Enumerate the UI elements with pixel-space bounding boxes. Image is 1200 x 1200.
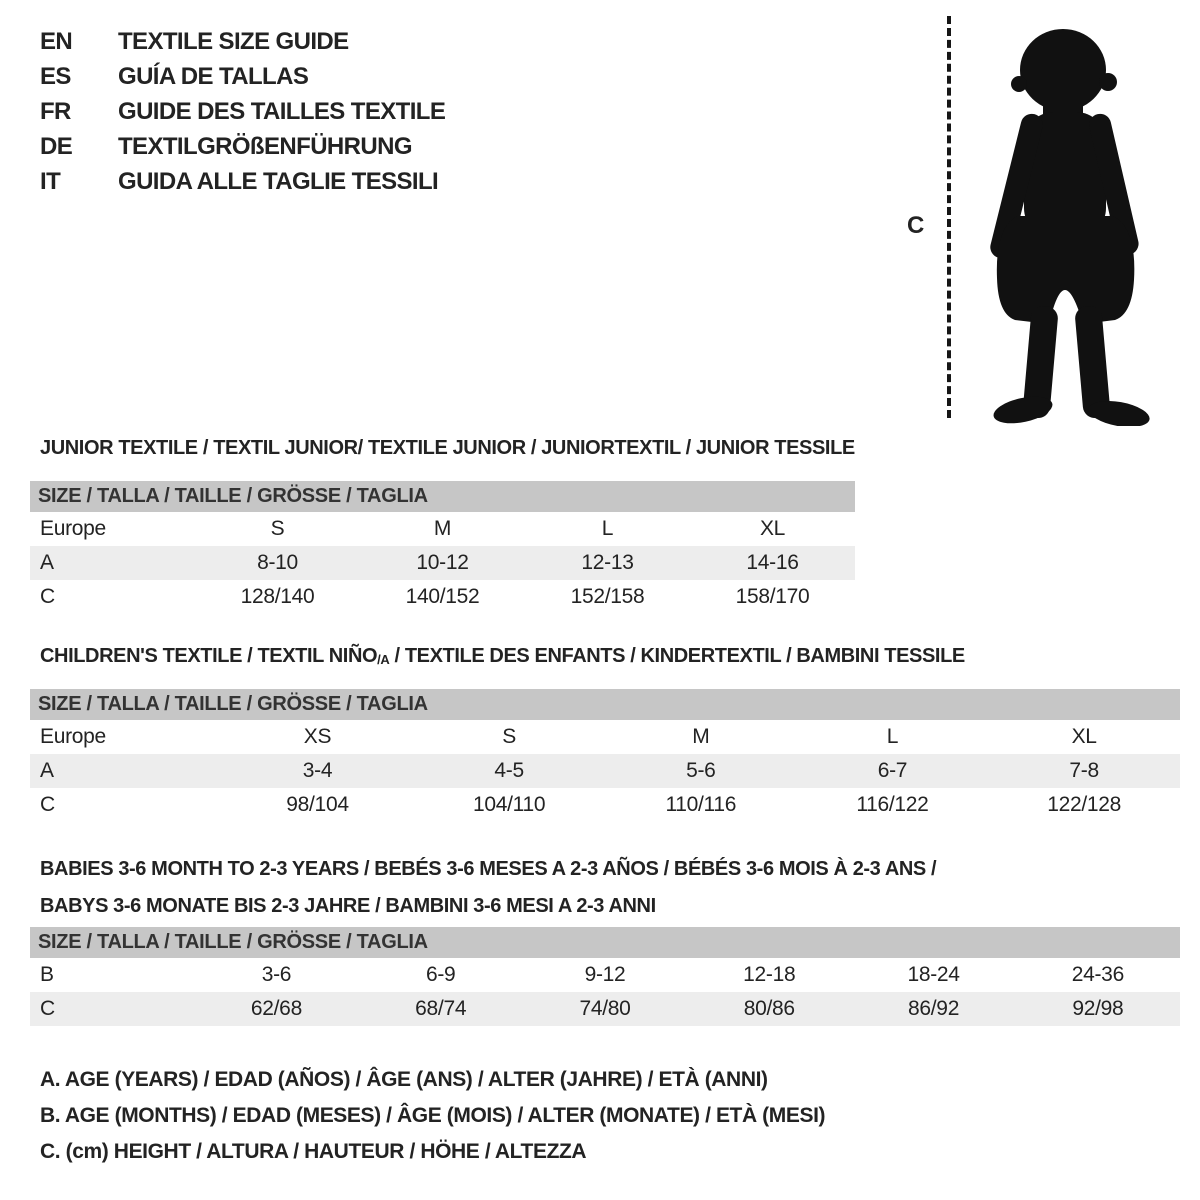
babies-title-line1: BABIES 3-6 MONTH TO 2-3 YEARS / BEBÉS 3-6 MESES A 2-3 AÑOS / BÉBÉS 3-6 MOIS À 2-3 ANS / xyxy=(40,858,937,880)
legend xyxy=(40,1068,825,1176)
height-measure-label: C xyxy=(907,212,925,239)
table-cell: 92/98 xyxy=(1016,992,1180,1026)
size-band-row xyxy=(30,927,1180,958)
lang-row-en xyxy=(40,28,445,63)
lang-title: GUÍA DE TALLAS xyxy=(118,63,309,90)
lang-title: TEXTILE SIZE GUIDE xyxy=(118,28,349,55)
junior-section-title: JUNIOR TEXTILE / TEXTIL JUNIOR/ TEXTILE JUNIOR / JUNIORTEXTIL / JUNIOR TESSILE xyxy=(40,437,855,459)
lang-code: ES xyxy=(40,63,71,90)
size-band-label: SIZE / TALLA / TAILLE / GRÖSSE / TAGLIA xyxy=(30,481,855,512)
table-cell: 7-8 xyxy=(988,754,1180,788)
row-label: Europe xyxy=(40,517,106,540)
table-cell: 5-6 xyxy=(605,754,797,788)
table-row-height xyxy=(30,580,855,614)
table-cell: 8-10 xyxy=(195,546,360,580)
lang-row-fr xyxy=(40,98,445,133)
legend-line-b: B. AGE (MONTHS) / EDAD (MESES) / ÂGE (MOIS) / ALTER (MONATE) / ETÀ (MESI) xyxy=(40,1104,826,1127)
table-cell: 3-4 xyxy=(222,754,414,788)
row-label: C xyxy=(40,585,55,608)
children-section-title xyxy=(40,645,965,668)
size-header-cell: M xyxy=(433,517,452,540)
table-cell: 3-6 xyxy=(261,963,292,986)
lang-title: GUIDA ALLE TAGLIE TESSILI xyxy=(118,168,439,195)
row-label: Europe xyxy=(40,725,106,748)
size-header-cell: XL xyxy=(759,517,786,540)
height-measure-line xyxy=(947,16,951,418)
table-cell: 62/68 xyxy=(194,992,358,1026)
size-band-row xyxy=(30,689,1180,720)
size-header-cell: L xyxy=(886,725,899,748)
table-header-row xyxy=(30,720,1180,754)
language-title-list xyxy=(40,28,445,203)
table-cell: 6-9 xyxy=(425,963,456,986)
table-cell: 152/158 xyxy=(570,585,645,608)
table-cell: 18-24 xyxy=(907,963,960,986)
row-label: A xyxy=(30,754,222,788)
table-cell: 68/74 xyxy=(359,992,523,1026)
table-header-row xyxy=(30,512,855,546)
table-cell: 74/80 xyxy=(523,992,687,1026)
lang-code: IT xyxy=(40,168,61,195)
table-cell: 4-5 xyxy=(413,754,605,788)
size-band-row xyxy=(30,481,855,512)
table-cell: 14-16 xyxy=(690,546,855,580)
row-label: C xyxy=(30,992,194,1026)
row-label: B xyxy=(40,963,54,986)
table-cell: 104/110 xyxy=(473,793,546,816)
table-cell: 9-12 xyxy=(584,963,626,986)
table-cell: 6-7 xyxy=(797,754,989,788)
table-cell: 116/122 xyxy=(856,793,929,816)
legend-line-a: A. AGE (YEARS) / EDAD (AÑOS) / ÂGE (ANS) / ALTER (JAHRE) / ETÀ (ANNI) xyxy=(40,1068,768,1091)
table-cell: 128/140 xyxy=(240,585,315,608)
table-cell: 98/104 xyxy=(286,793,349,816)
babies-title-line2: BABYS 3-6 MONATE BIS 2-3 JAHRE / BAMBINI 3-6 MESI A 2-3 ANNI xyxy=(40,895,656,917)
lang-code: FR xyxy=(40,98,71,125)
children-title-sub: /A xyxy=(377,652,390,667)
table-row-height xyxy=(30,788,1180,822)
lang-row-it xyxy=(40,168,445,203)
size-header-cell: S xyxy=(270,517,285,540)
legend-line-c: C. (cm) HEIGHT / ALTURA / HAUTEUR / HÖHE / ALTEZZA xyxy=(40,1140,587,1163)
table-cell: 140/152 xyxy=(405,585,480,608)
table-row-age xyxy=(30,546,855,580)
table-cell: 12-13 xyxy=(525,546,690,580)
size-header-cell: XL xyxy=(1071,725,1097,748)
babies-section-title xyxy=(40,851,936,925)
table-cell: 86/92 xyxy=(851,992,1015,1026)
children-size-table xyxy=(30,689,1180,822)
table-cell: 24-36 xyxy=(1071,963,1124,986)
table-cell: 80/86 xyxy=(687,992,851,1026)
baby-figure xyxy=(895,10,1185,428)
table-cell: 122/128 xyxy=(1047,793,1122,816)
size-header-cell: S xyxy=(502,725,516,748)
lang-code: EN xyxy=(40,28,73,55)
lang-row-de xyxy=(40,133,445,168)
size-band-label: SIZE / TALLA / TAILLE / GRÖSSE / TAGLIA xyxy=(30,689,1180,720)
children-title-post: / TEXTILE DES ENFANTS / KINDERTEXTIL / BAMBINI TESSILE xyxy=(389,645,965,667)
row-label: A xyxy=(30,546,195,580)
lang-row-es xyxy=(40,63,445,98)
table-row-age xyxy=(30,754,1180,788)
lang-title: GUIDE DES TAILLES TEXTILE xyxy=(118,98,446,125)
size-header-cell: L xyxy=(601,517,614,540)
size-band-label: SIZE / TALLA / TAILLE / GRÖSSE / TAGLIA xyxy=(30,927,1180,958)
lang-code: DE xyxy=(40,133,73,160)
junior-size-table xyxy=(30,481,855,614)
children-title-pre: CHILDREN'S TEXTILE / TEXTIL NIÑO xyxy=(40,645,378,667)
size-header-cell: M xyxy=(692,725,710,748)
table-row-height xyxy=(30,992,1180,1026)
row-label: C xyxy=(40,793,55,816)
size-header-cell: XS xyxy=(303,725,332,748)
table-cell: 158/170 xyxy=(735,585,810,608)
lang-title: TEXTILGRÖßENFÜHRUNG xyxy=(118,133,412,160)
table-cell: 110/116 xyxy=(665,793,737,816)
table-cell: 12-18 xyxy=(743,963,796,986)
table-row-months xyxy=(30,958,1180,992)
babies-size-table xyxy=(30,927,1180,1026)
baby-silhouette-image xyxy=(967,18,1167,426)
table-cell: 10-12 xyxy=(360,546,525,580)
